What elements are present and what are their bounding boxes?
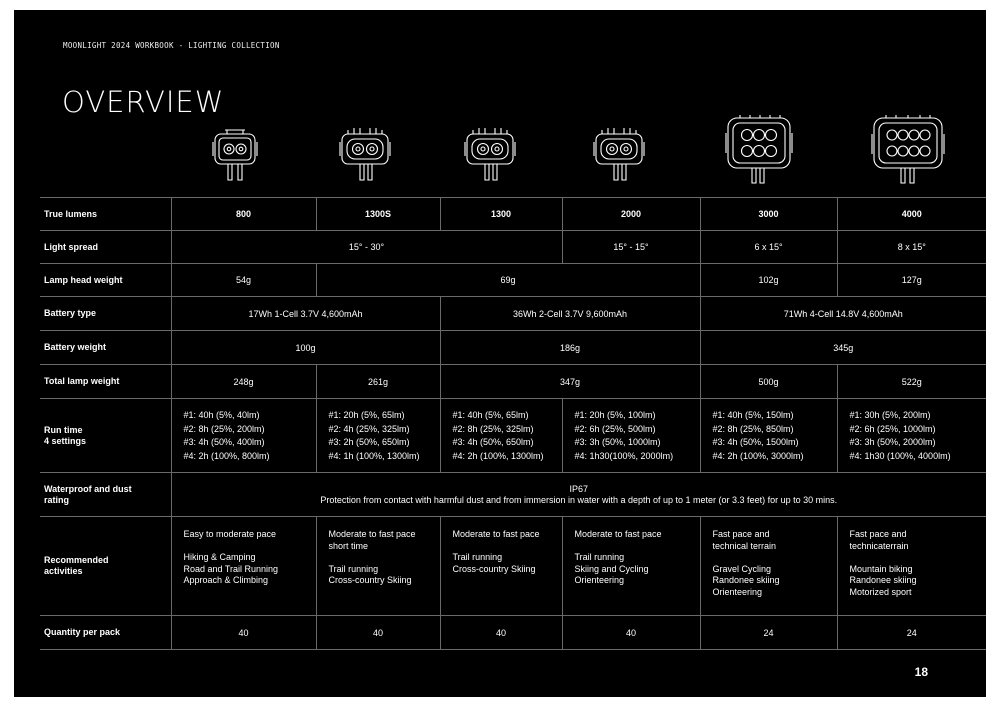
row-label: Waterproof and dust rating bbox=[40, 473, 171, 517]
lamp-illustrations bbox=[14, 10, 986, 200]
row-label: Recommended activities bbox=[40, 517, 171, 616]
quantity-cell: 40 bbox=[316, 616, 440, 650]
head-weight-cell: 69g bbox=[316, 264, 700, 297]
table-row bbox=[40, 297, 986, 331]
run-time-cell: #1: 40h (5%, 65lm) #2: 8h (25%, 325lm) #3: 4h (50%, 650lm) #4: 2h (100%, 1300lm) bbox=[440, 399, 562, 473]
activities-cell: Moderate to fast pace Trail running Skiing and Cycling Orienteering bbox=[562, 517, 700, 616]
row-label: Total lamp weight bbox=[40, 365, 171, 399]
activities-cell: Fast pace and technicaterrain Mountain biking Randonee skiing Motorized sport bbox=[837, 517, 986, 616]
table-row bbox=[40, 198, 986, 231]
battery-type-cell: 17Wh 1-Cell 3.7V 4,600mAh bbox=[171, 297, 440, 331]
waterproof-description: Protection from contact with harmful dust and from immersion in water with a depth of up to 1 meter (or 3.3 feet) for up to 30 mins. bbox=[320, 495, 838, 505]
lamp-2-led-icon bbox=[211, 128, 259, 183]
total-weight-cell: 347g bbox=[440, 365, 700, 399]
waterproof-cell bbox=[171, 473, 986, 517]
row-label: Quantity per pack bbox=[40, 616, 171, 650]
head-weight-cell: 54g bbox=[171, 264, 316, 297]
spread-cell: 6 x 15° bbox=[700, 231, 837, 264]
lumens-cell: 1300S bbox=[316, 198, 440, 231]
head-weight-cell: 102g bbox=[700, 264, 837, 297]
activities-cell: Moderate to fast pace Trail running Cross-country Skiing bbox=[440, 517, 562, 616]
quantity-cell: 40 bbox=[171, 616, 316, 650]
total-weight-cell: 500g bbox=[700, 365, 837, 399]
battery-weight-cell: 345g bbox=[700, 331, 986, 365]
workbook-page bbox=[14, 10, 986, 697]
battery-weight-cell: 186g bbox=[440, 331, 700, 365]
table-row bbox=[40, 231, 986, 264]
row-label: True lumens bbox=[40, 198, 171, 231]
lumens-cell: 4000 bbox=[837, 198, 986, 231]
lumens-cell: 1300 bbox=[440, 198, 562, 231]
activities-cell: Easy to moderate pace Hiking & Camping Road and Trail Running Approach & Climbing bbox=[171, 517, 316, 616]
quantity-cell: 40 bbox=[562, 616, 700, 650]
total-weight-cell: 522g bbox=[837, 365, 986, 399]
row-label: Battery weight bbox=[40, 331, 171, 365]
activities-cell: Moderate to fast pace short time Trail running Cross-country Skiing bbox=[316, 517, 440, 616]
row-label: Lamp head weight bbox=[40, 264, 171, 297]
table-row bbox=[40, 331, 986, 365]
specification-table bbox=[40, 197, 986, 650]
lamp-2-led-icon bbox=[592, 126, 646, 184]
spread-cell: 15° - 30° bbox=[171, 231, 562, 264]
page-title: OVERVIEW bbox=[62, 85, 225, 119]
run-time-cell: #1: 20h (5%, 100lm) #2: 6h (25%, 500lm) #3: 3h (50%, 1000lm) #4: 1h30(100%, 2000lm) bbox=[562, 399, 700, 473]
head-weight-cell: 127g bbox=[837, 264, 986, 297]
quantity-cell: 40 bbox=[440, 616, 562, 650]
spread-cell: 8 x 15° bbox=[837, 231, 986, 264]
run-time-cell: #1: 30h (5%, 200lm) #2: 6h (25%, 1000lm) #3: 3h (50%, 2000lm) #4: 1h30 (100%, 4000lm) bbox=[837, 399, 986, 473]
battery-type-cell: 36Wh 2-Cell 3.7V 9,600mAh bbox=[440, 297, 700, 331]
table-row bbox=[40, 399, 986, 473]
page-number: 18 bbox=[914, 665, 928, 679]
ip-rating: IP67 bbox=[569, 484, 588, 494]
table-row bbox=[40, 365, 986, 399]
table-row bbox=[40, 517, 986, 616]
battery-type-cell: 71Wh 4-Cell 14.8V 4,600mAh bbox=[700, 297, 986, 331]
lumens-cell: 800 bbox=[171, 198, 316, 231]
lumens-cell: 2000 bbox=[562, 198, 700, 231]
total-weight-cell: 248g bbox=[171, 365, 316, 399]
run-time-cell: #1: 20h (5%, 65lm) #2: 4h (25%, 325lm) #3: 2h (50%, 650lm) #4: 1h (100%, 1300lm) bbox=[316, 399, 440, 473]
table-row bbox=[40, 473, 986, 517]
spread-cell: 15° - 15° bbox=[562, 231, 700, 264]
row-label: Light spread bbox=[40, 231, 171, 264]
quantity-cell: 24 bbox=[700, 616, 837, 650]
table-row bbox=[40, 616, 986, 650]
lamp-8-led-icon bbox=[870, 112, 946, 187]
lamp-6-led-icon bbox=[724, 113, 794, 186]
row-label: Battery type bbox=[40, 297, 171, 331]
lamp-2-led-icon bbox=[338, 126, 392, 184]
lamp-2-led-icon bbox=[463, 126, 517, 184]
table-row bbox=[40, 264, 986, 297]
activities-cell: Fast pace and technical terrain Gravel Cycling Randonee skiing Orienteering bbox=[700, 517, 837, 616]
battery-weight-cell: 100g bbox=[171, 331, 440, 365]
page-header: MOONLIGHT 2024 WORKBOOK - LIGHTING COLLECTION bbox=[63, 41, 280, 50]
run-time-cell: #1: 40h (5%, 150lm) #2: 8h (25%, 850lm) #3: 4h (50%, 1500lm) #4: 2h (100%, 3000lm) bbox=[700, 399, 837, 473]
quantity-cell: 24 bbox=[837, 616, 986, 650]
lumens-cell: 3000 bbox=[700, 198, 837, 231]
run-time-cell: #1: 40h (5%, 40lm) #2: 8h (25%, 200lm) #3: 4h (50%, 400lm) #4: 2h (100%, 800lm) bbox=[171, 399, 316, 473]
total-weight-cell: 261g bbox=[316, 365, 440, 399]
row-label: Run time 4 settings bbox=[40, 399, 171, 473]
